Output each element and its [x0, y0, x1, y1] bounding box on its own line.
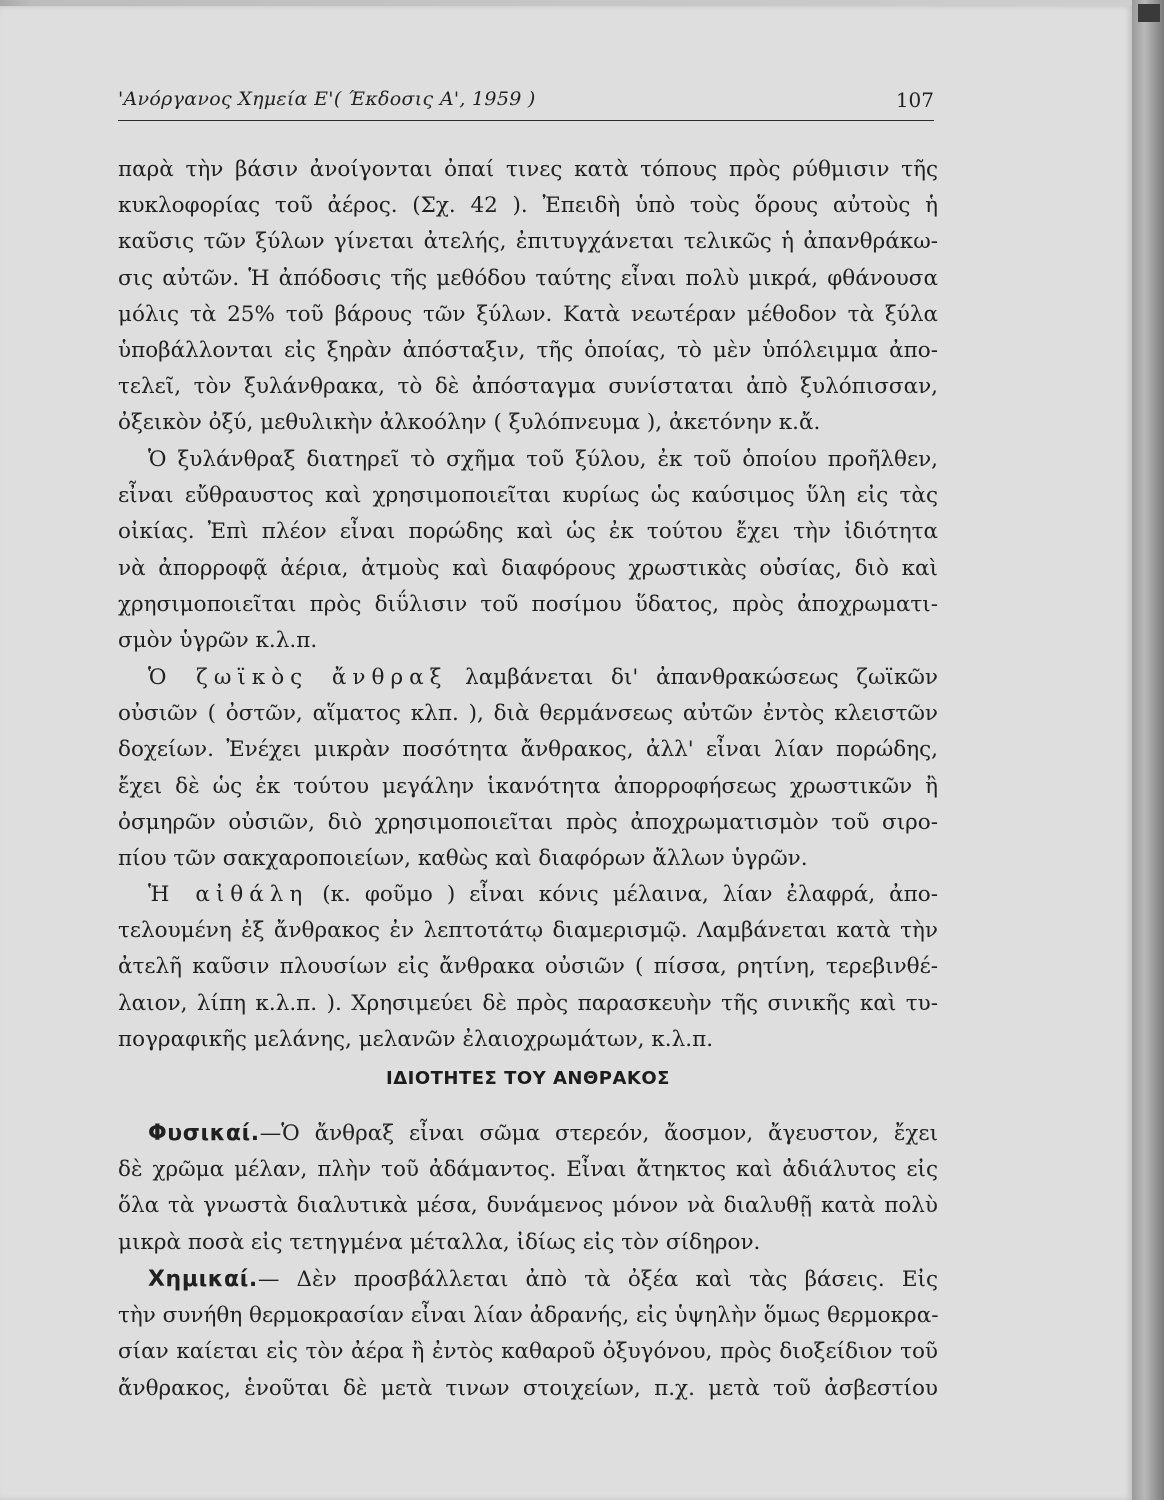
- text-line: μικρὰ ποσὰ εἰς τετηγμένα μέταλλα, ἰδίως εἰς τὸν σίδηρον.: [118, 1229, 761, 1255]
- text-line: οἰκίας. Ἐπὶ πλέον εἶναι πορώδης καὶ ὡς ἐκ τούτου ἔχει τὴν ἰδιότητα: [118, 519, 938, 545]
- text-line: σις αὐτῶν. Ἡ ἀπόδοσις τῆς μεθόδου ταύτης εἶναι πολὺ μικρά, φθάνουσα: [118, 265, 938, 291]
- scanner-edge-strip: [1132, 0, 1164, 1500]
- text-line: χρησιμοποιεῖται πρὸς διΰλισιν τοῦ ποσίμου ὕδατος, πρὸς ἀποχρωματι-: [118, 591, 938, 617]
- text-line: νὰ ἀπορροφᾷ ἀέρια, ἀτμοὺς καὶ διαφόρους χρωστικὰς οὐσίας, διὸ καὶ: [118, 555, 938, 581]
- text-line: ἀτελῆ καῦσιν πλουσίων εἰς ἄνθρακα οὐσιῶν ( πίσσα, ρητίνη, τερεβινθέ-: [118, 954, 938, 980]
- text-line: οὐσιῶν ( ὀστῶν, αἵματος κλπ. ), διὰ θερμάνσεως αὐτῶν ἐντὸς κλειστῶν: [118, 701, 938, 727]
- text-line: κυκλοφορίας τοῦ ἀέρος. (Σχ. 42 ). Ἐπειδὴ ὑπὸ τοὺς ὅρους αὐτοὺς ἡ: [118, 193, 938, 219]
- line-rest: —Ὁ ἄνθραξ εἶναι σῶμα στερεόν, ἄοσμον, ἄγευστον, ἔχει: [259, 1121, 938, 1146]
- scanner-corner-mark: [1138, 4, 1160, 22]
- text-line: λαιον, λίπη κ.λ.π. ). Χρησιμεύει δὲ πρὸς παρασκευὴν τῆς σινικῆς καὶ τυ-: [118, 990, 938, 1016]
- chemical-label: Χημικαί.: [148, 1267, 258, 1292]
- text-line: τελεῖ, τὸν ξυλάνθρακα, τὸ δὲ ἀπόσταγμα συνίσταται ἀπὸ ξυλόπισσαν,: [118, 374, 938, 400]
- text-line: [118, 1262, 938, 1298]
- text-line: ὀξεικὸν ὀξύ, μεθυλικὴν ἀλκοόλην ( ξυλόπνευμα ), ἀκετόνην κ.ἄ.: [118, 410, 821, 436]
- text-line: τελουμένη ἐξ ἄνθρακος ἐν λεπτοτάτῳ διαμερισμῷ. Λαμβάνεται κατὰ τὴν: [118, 918, 938, 944]
- text-line: ὀσμηρῶν οὐσιῶν, διὸ χρησιμοποιεῖται πρὸς ἀποχρωματισμὸν τοῦ σιρο-: [118, 809, 938, 835]
- text-line: ἄνθρακος, ἑνοῦται δὲ μετὰ τινων στοιχείων, π.χ. μετὰ τοῦ ἀσβεστίου: [118, 1375, 938, 1401]
- paragraph-animal-charcoal: [118, 660, 938, 877]
- paragraph-chemical-properties: [118, 1262, 938, 1407]
- text-line: ὑποβάλλονται εἰς ξηρὰν ἀπόσταξιν, τῆς ὁποίας, τὸ μὲν ὑπόλειμμα ἀπο-: [118, 337, 938, 363]
- text-line: εἶναι εὔθραυστος καὶ χρησιμοποιεῖται κυρίως ὡς καύσιμος ὕλη εἰς τὰς: [118, 483, 938, 509]
- text-line: παρὰ τὴν βάσιν ἀνοίγονται ὀπαί τινες κατὰ τόπους πρὸς ρύθμισιν τῆς: [118, 157, 938, 182]
- text-line: ἔχει δὲ ὡς ἐκ τούτου μεγάλην ἱκανότητα ἀπορροφήσεως χρωστικῶν ἢ: [118, 773, 938, 799]
- text-line: Ὁ ξυλάνθραξ διατηρεῖ τὸ σχῆμα τοῦ ξύλου, ἐκ τοῦ ὁποίου προῆλθεν,: [148, 447, 938, 472]
- paragraph-wood-distillation: [118, 152, 938, 442]
- text-line: καῦσις τῶν ξύλων γίνεται ἀτελής, ἐπιτυγχάνεται τελικῶς ἡ ἀπανθράκω-: [118, 229, 938, 255]
- section-heading: ΙΔΙΟΤΗΤΕΣ ΤΟΥ ΑΝΘΡΑΚΟΣ: [386, 1068, 670, 1089]
- text-line: [118, 1116, 938, 1152]
- line-rest: (κ. φοῦμο ) εἶναι κόνις μέλαινα, λίαν ἐλαφρά, ἀπο-: [322, 882, 938, 907]
- text-line: ὅλα τὰ γνωστὰ διαλυτικὰ μέσα, δυνάμενος μόνον νὰ διαλυθῇ κατὰ πολὺ: [118, 1193, 938, 1219]
- paragraph-soot: [118, 877, 938, 1058]
- text-line: [118, 877, 938, 913]
- paragraph-physical-properties: [118, 1116, 938, 1261]
- physical-label: Φυσικαί.: [148, 1121, 260, 1146]
- term-soot: Ἡ αἰθάλη: [148, 882, 309, 907]
- text-line: σίαν καίεται εἰς τὸν ἀέρα ἢ ἐντὸς καθαροῦ ὀξυγόνου, πρὸς διοξείδιον τοῦ: [118, 1339, 938, 1365]
- text-line: σμὸν ὑγρῶν κ.λ.π.: [118, 627, 318, 653]
- paragraph-charcoal: [118, 442, 938, 659]
- header-title: 'Ανόργανος Χημεία Ε'( Έκδοσις Α', 1959 ): [118, 88, 536, 110]
- text-line: τὴν συνήθη θερμοκρασίαν εἶναι λίαν ἀδρανής, εἰς ὑψηλὴν ὅμως θερμοκρα-: [118, 1303, 939, 1329]
- term-animal-charcoal: Ὁ ζωϊκὸς ἄνθραξ: [148, 665, 448, 690]
- line-rest: — Δὲν προσβάλλεται ἀπὸ τὰ ὀξέα καὶ τὰς βάσεις. Εἰς: [257, 1267, 938, 1292]
- running-header: [118, 86, 934, 121]
- text-line: δοχείων. Ἐνέχει μικρὰν ποσότητα ἄνθρακος, ἀλλ' εἶναι λίαν πορώδης,: [118, 737, 938, 763]
- text-line: πίου τῶν σακχαροποιείων, καθὼς καὶ διαφόρων ἄλλων ὑγρῶν.: [118, 845, 808, 871]
- text-line: δὲ χρῶμα μέλαν, πλὴν τοῦ ἀδάμαντος. Εἶναι ἄτηκτος καὶ ἀδιάλυτος εἰς: [118, 1157, 938, 1183]
- text-line: μόλις τὰ 25% τοῦ βάρους τῶν ξύλων. Κατὰ νεωτέραν μέθοδον τὰ ξύλα: [118, 301, 938, 327]
- page-number: 107: [895, 88, 934, 112]
- line-rest: λαμβάνεται δι' ἀπανθρακώσεως ζωϊκῶν: [465, 665, 938, 690]
- text-line: [118, 660, 938, 696]
- text-line: πογραφικῆς μελάνης, μελανῶν ἐλαιοχρωμάτων, κ.λ.π.: [118, 1026, 714, 1052]
